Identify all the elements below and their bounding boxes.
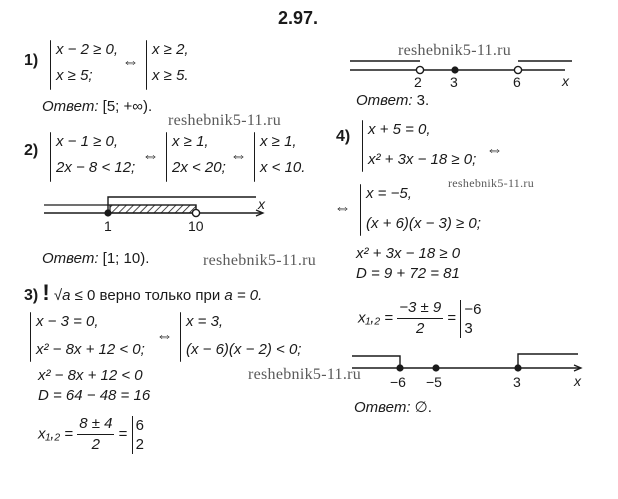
p3-equiv-icon: ⇔ — [156, 326, 173, 345]
p4-equiv-icon-2: ⇔ — [334, 198, 351, 217]
p1-equiv-icon: ⇔ — [122, 52, 139, 71]
p1-sys2-line1: x ≥ 2, — [152, 41, 189, 58]
p2-equiv-icon-1: ⇔ — [142, 146, 159, 165]
p4-line-2: D = 9 + 72 = 81 — [356, 265, 460, 282]
p4-equiv-icon-1: ⇔ — [486, 140, 503, 159]
p4-answer — [354, 398, 432, 416]
p2-axis-var: x — [258, 196, 265, 212]
p2-answer-value: [1; 10). — [102, 250, 150, 267]
p4-sys2-line1: x = −5, — [366, 185, 412, 202]
p1-number-line — [350, 50, 590, 90]
p2-sys1-line2: 2x − 8 < 12; — [56, 159, 136, 176]
p2-system-2 — [166, 132, 167, 182]
p1-sys1-line2: x ≥ 5; — [56, 67, 93, 84]
p3-line-1: x² − 8x + 12 < 0 — [38, 367, 143, 384]
p2-system-1 — [50, 132, 51, 182]
p4-point-minus5 — [432, 364, 439, 371]
p2-sys1-line1: x − 1 ≥ 0, — [56, 133, 119, 150]
p3-note-text: ≤ 0 верно только при — [70, 287, 225, 304]
p2-sys2-line2: 2x < 20; — [172, 159, 226, 176]
p2-sys3-line1: x ≥ 1, — [260, 133, 297, 150]
p3-system-1 — [30, 312, 31, 362]
p3-roots — [132, 416, 144, 454]
p4-tick-minus6: −6 — [390, 374, 406, 390]
p3-roots-formula: x₁,₂ = $\frac{8 \pm 4}{2}$ = 6 2 — [38, 415, 144, 453]
p2-tick-10: 10 — [188, 218, 204, 234]
p4-tick-3: 3 — [513, 374, 521, 390]
p3-sys2-line2: (x − 6)(x − 2) < 0; — [186, 341, 302, 358]
problem-1-number: 1) — [24, 52, 39, 69]
p1-right-answer-label: Ответ: — [356, 92, 413, 109]
p3-sys2-line1: x = 3, — [186, 313, 224, 330]
p2-tick-1: 1 — [104, 218, 112, 234]
p4-answer-label: Ответ: — [354, 399, 411, 416]
p3-line-2: D = 64 − 48 = 16 — [38, 387, 151, 404]
p1-right-answer — [356, 92, 429, 109]
p4-answer-value: ∅. — [414, 399, 432, 416]
p1-point-2 — [416, 66, 423, 73]
p2-sys3-line2: x < 10. — [260, 159, 306, 176]
p4-system-1 — [362, 120, 363, 172]
p1-sys2-line2: x ≥ 5. — [152, 67, 189, 84]
p4-root-1: −6 — [464, 300, 482, 318]
p3-frac-den: 2 — [91, 436, 101, 453]
watermark-bottom: reshebnik5-11.ru — [248, 366, 362, 383]
p4-sys1-line1: x + 5 = 0, — [368, 121, 431, 138]
p4-x12: x₁,₂ = — [358, 309, 394, 327]
p1-answer-label: Ответ: — [42, 98, 99, 115]
p2-equiv-icon-2: ⇔ — [230, 146, 247, 165]
p4-point-minus6 — [396, 364, 403, 371]
p1-sys1-line1: x − 2 ≥ 0, — [56, 41, 119, 58]
p4-roots — [460, 300, 481, 338]
p2-number-line — [44, 195, 284, 235]
p1-tick-2: 2 — [414, 74, 422, 90]
watermark-center: reshebnik5-11.ru — [203, 252, 317, 269]
p3-system-2 — [180, 312, 181, 362]
watermark-right-small: reshebnik5-11.ru — [448, 176, 534, 190]
p4-point-3 — [514, 364, 521, 371]
p3-root-2: 2 — [135, 435, 144, 453]
p3-note-end: a = 0. — [224, 287, 263, 304]
p1-answer-value: [5; +∞). — [102, 98, 153, 115]
p4-line-1: x² + 3x − 18 ≥ 0 — [356, 245, 461, 262]
p3-fraction — [77, 414, 114, 455]
p4-sys2-line2: (x + 6)(x − 3) ≥ 0; — [366, 215, 481, 232]
p4-tick-minus5: −5 — [426, 374, 442, 390]
p1-system-2 — [146, 40, 147, 90]
p1-tick-3: 3 — [450, 74, 458, 90]
p1-tick-6: 6 — [513, 74, 521, 90]
p1-axis-var: x — [562, 73, 569, 89]
p2-answer — [42, 250, 149, 267]
problem-3-number: 3) — [24, 287, 39, 304]
p3-frac-num: 8 ± 4 — [77, 414, 114, 435]
p4-fraction — [397, 298, 443, 339]
p4-system-2 — [360, 184, 361, 236]
p1-answer — [42, 98, 152, 115]
p1-right-answer-value: 3. — [416, 92, 430, 109]
watermark-mid-left: reshebnik5-11.ru — [168, 112, 282, 129]
p2-system-3 — [254, 132, 255, 182]
p4-root-2: 3 — [464, 319, 473, 337]
p4-sys1-line2: x² + 3x − 18 ≥ 0; — [368, 151, 477, 168]
p2-answer-label: Ответ: — [42, 250, 99, 267]
p3-sys1-line2: x² − 8x + 12 < 0; — [36, 341, 145, 358]
p2-point-1 — [104, 209, 111, 216]
p3-note-sqrt: √a — [53, 287, 71, 304]
problem-2-number: 2) — [24, 142, 39, 159]
problem-3-header — [24, 280, 262, 306]
watermark-top: reshebnik5-11.ru — [398, 42, 512, 59]
p3-x12: x₁,₂ = — [38, 425, 74, 443]
p4-axis-var: x — [574, 373, 581, 389]
p1-system-1 — [50, 40, 51, 90]
p4-frac-num: −3 ± 9 — [397, 298, 443, 319]
p3-sys1-line1: x − 3 = 0, — [36, 313, 99, 330]
p4-frac-den: 2 — [416, 320, 425, 337]
p4-number-line — [352, 348, 592, 392]
p1-point-6 — [514, 66, 521, 73]
problem-4-number: 4) — [336, 128, 351, 145]
p2-point-10 — [192, 209, 199, 216]
p2-sys2-line1: x ≥ 1, — [172, 133, 209, 150]
p3-root-1: 6 — [135, 416, 144, 434]
p1-point-3 — [451, 66, 458, 73]
page-title: 2.97. — [278, 8, 319, 28]
p3-exclamation: ! — [42, 280, 50, 305]
p4-roots-formula: x₁,₂ = $\frac{-3 \pm 9}{2}$ = −6 3 — [358, 299, 482, 337]
